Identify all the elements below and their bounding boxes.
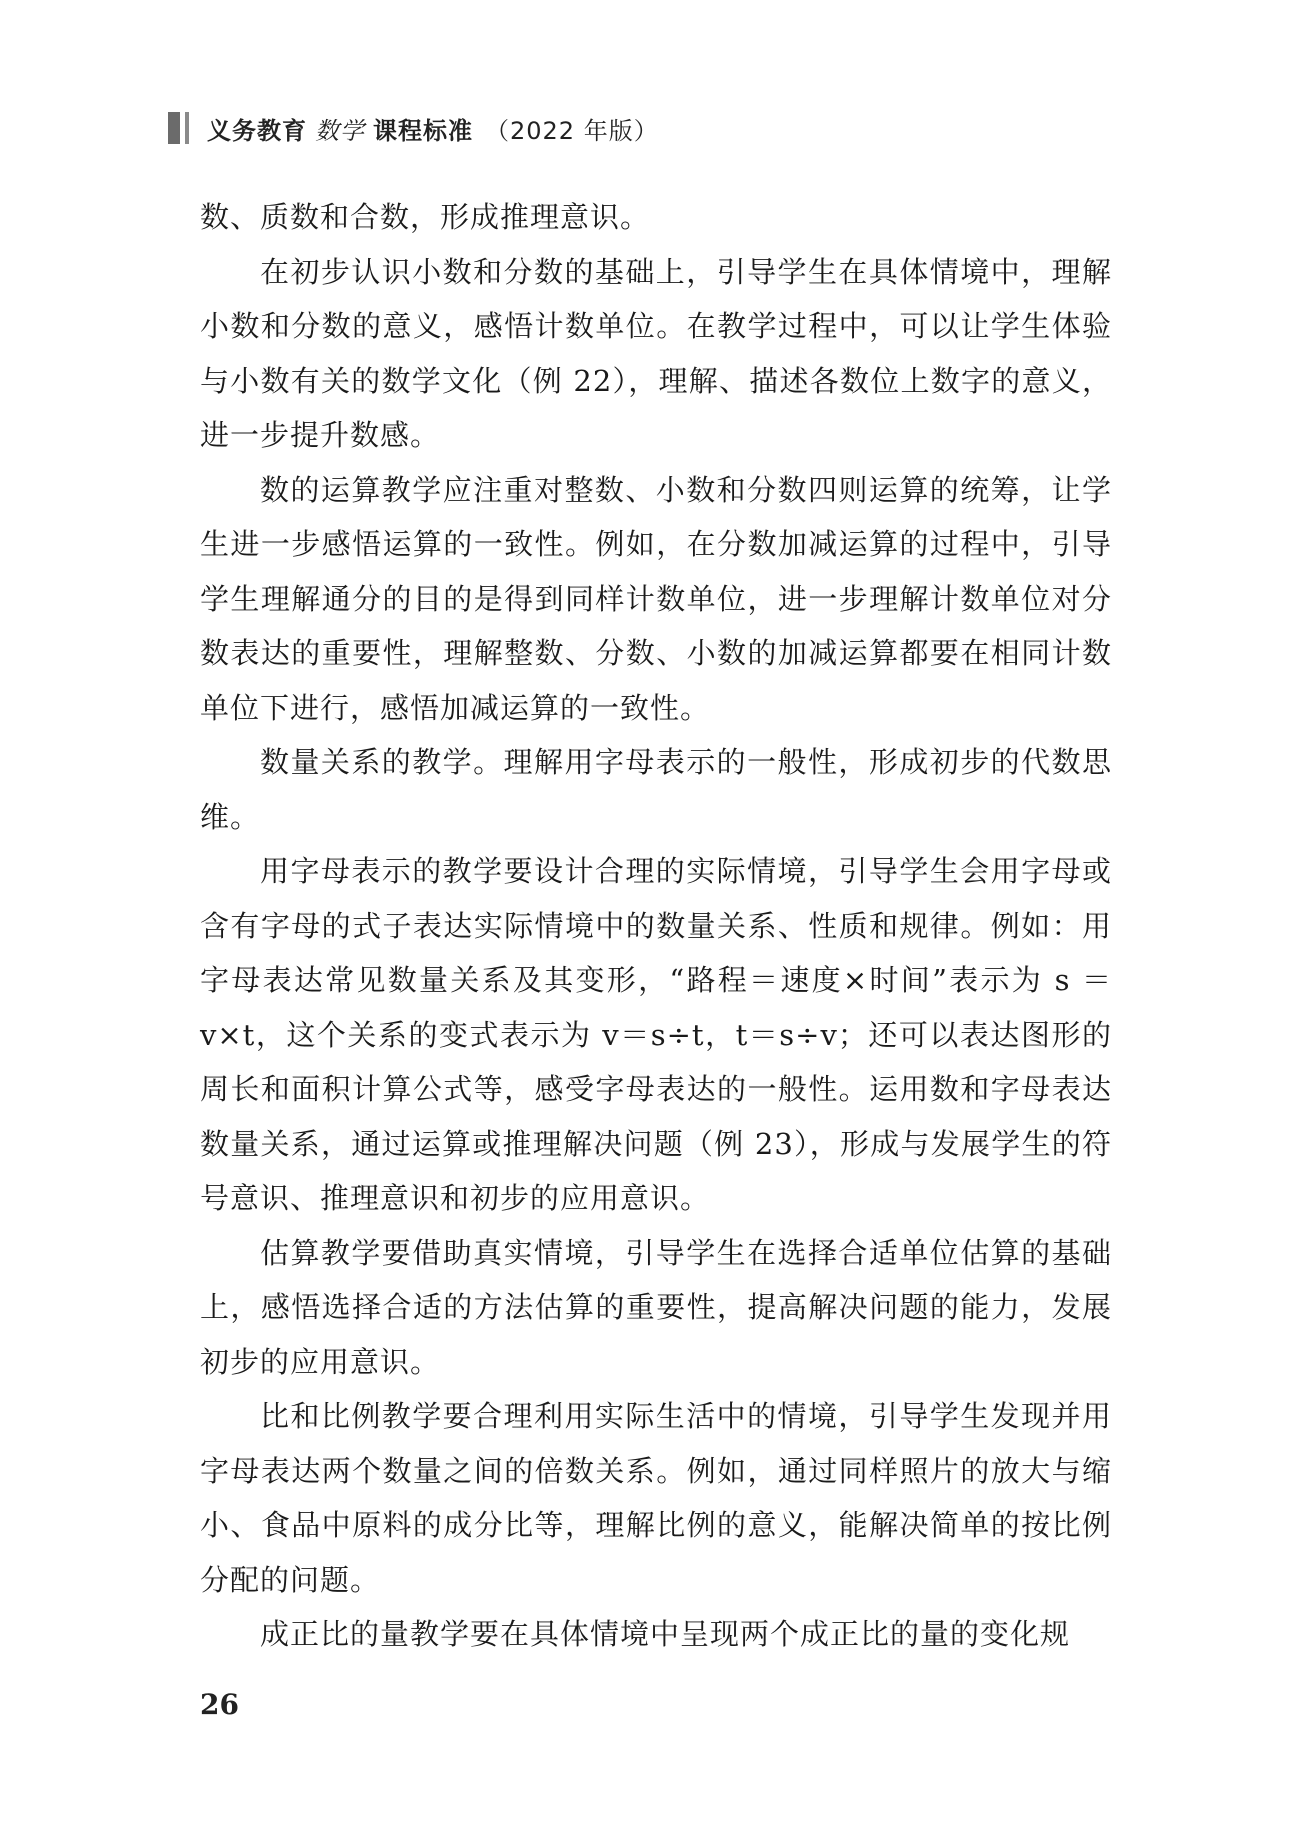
paragraph: 数量关系的教学。理解用字母表示的一般性，形成初步的代数思维。 (200, 745, 1112, 834)
book-title-prefix: 义务教育 (207, 116, 307, 145)
paragraph: 数的运算教学应注重对整数、小数和分数四则运算的统筹，让学生进一步感悟运算的一致性。例如，在分数加减运算的过程中，引导学生理解通分的目的是得到同样计数单位，进一步理解计数单位对分数表达的重要性，理解整数、分数、小数的加减运算都要在相同计数单位下进行，感悟加减运算的一致性。 (200, 472, 1112, 725)
paragraph: 估算教学要借助真实情境，引导学生在选择合适单位估算的基础上，感悟选择合适的方法估算的重要性，提高解决问题的能力，发展初步的应用意识。 (200, 1235, 1112, 1379)
page-number: 26 (200, 1688, 239, 1721)
book-title-subject: 数学 (315, 116, 365, 145)
header-bar-icon (168, 112, 189, 144)
running-header (168, 108, 659, 148)
paragraph: 比和比例教学要合理利用实际生活中的情境，引导学生发现并用字母表达两个数量之间的倍数关系。例如，通过同样照片的放大与缩小、食品中原料的成分比等，理解比例的意义，能解决简单的按比例分配的问题。 (200, 1399, 1112, 1597)
book-title-suffix: 课程标准 (373, 116, 473, 145)
paragraph: 在初步认识小数和分数的基础上，引导学生在具体情境中，理解小数和分数的意义，感悟计数单位。在教学过程中，可以让学生体验与小数有关的数学文化（例 22），理解、描述各数位上数字的意义，进一步提升数感。 (200, 254, 1112, 452)
book-title (207, 111, 659, 146)
paragraph: 用字母表示的教学要设计合理的实际情境，引导学生会用字母或含有字母的式子表达实际情境中的数量关系、性质和规律。例如：用字母表达常见数量关系及其变形，“路程＝速度×时间”表示为 s ＝ v×t，这个关系的变式表示为 v＝s÷t，t＝s÷v；还可以表达图形的周长和面积计算公式等，感受字母表达的一般性。运用数和字母表达数量关系，通过运算或推理解决问题（例 23），形成与发展学生的符号意识、推理意识和初步的应用意识。 (200, 854, 1112, 1215)
body-text (200, 190, 1112, 1662)
paragraph: 成正比的量教学要在具体情境中呈现两个成正比的量的变化规 (260, 1617, 1071, 1651)
paragraph: 数、质数和合数，形成推理意识。 (200, 200, 651, 234)
book-edition: （2022 年版） (485, 116, 659, 145)
